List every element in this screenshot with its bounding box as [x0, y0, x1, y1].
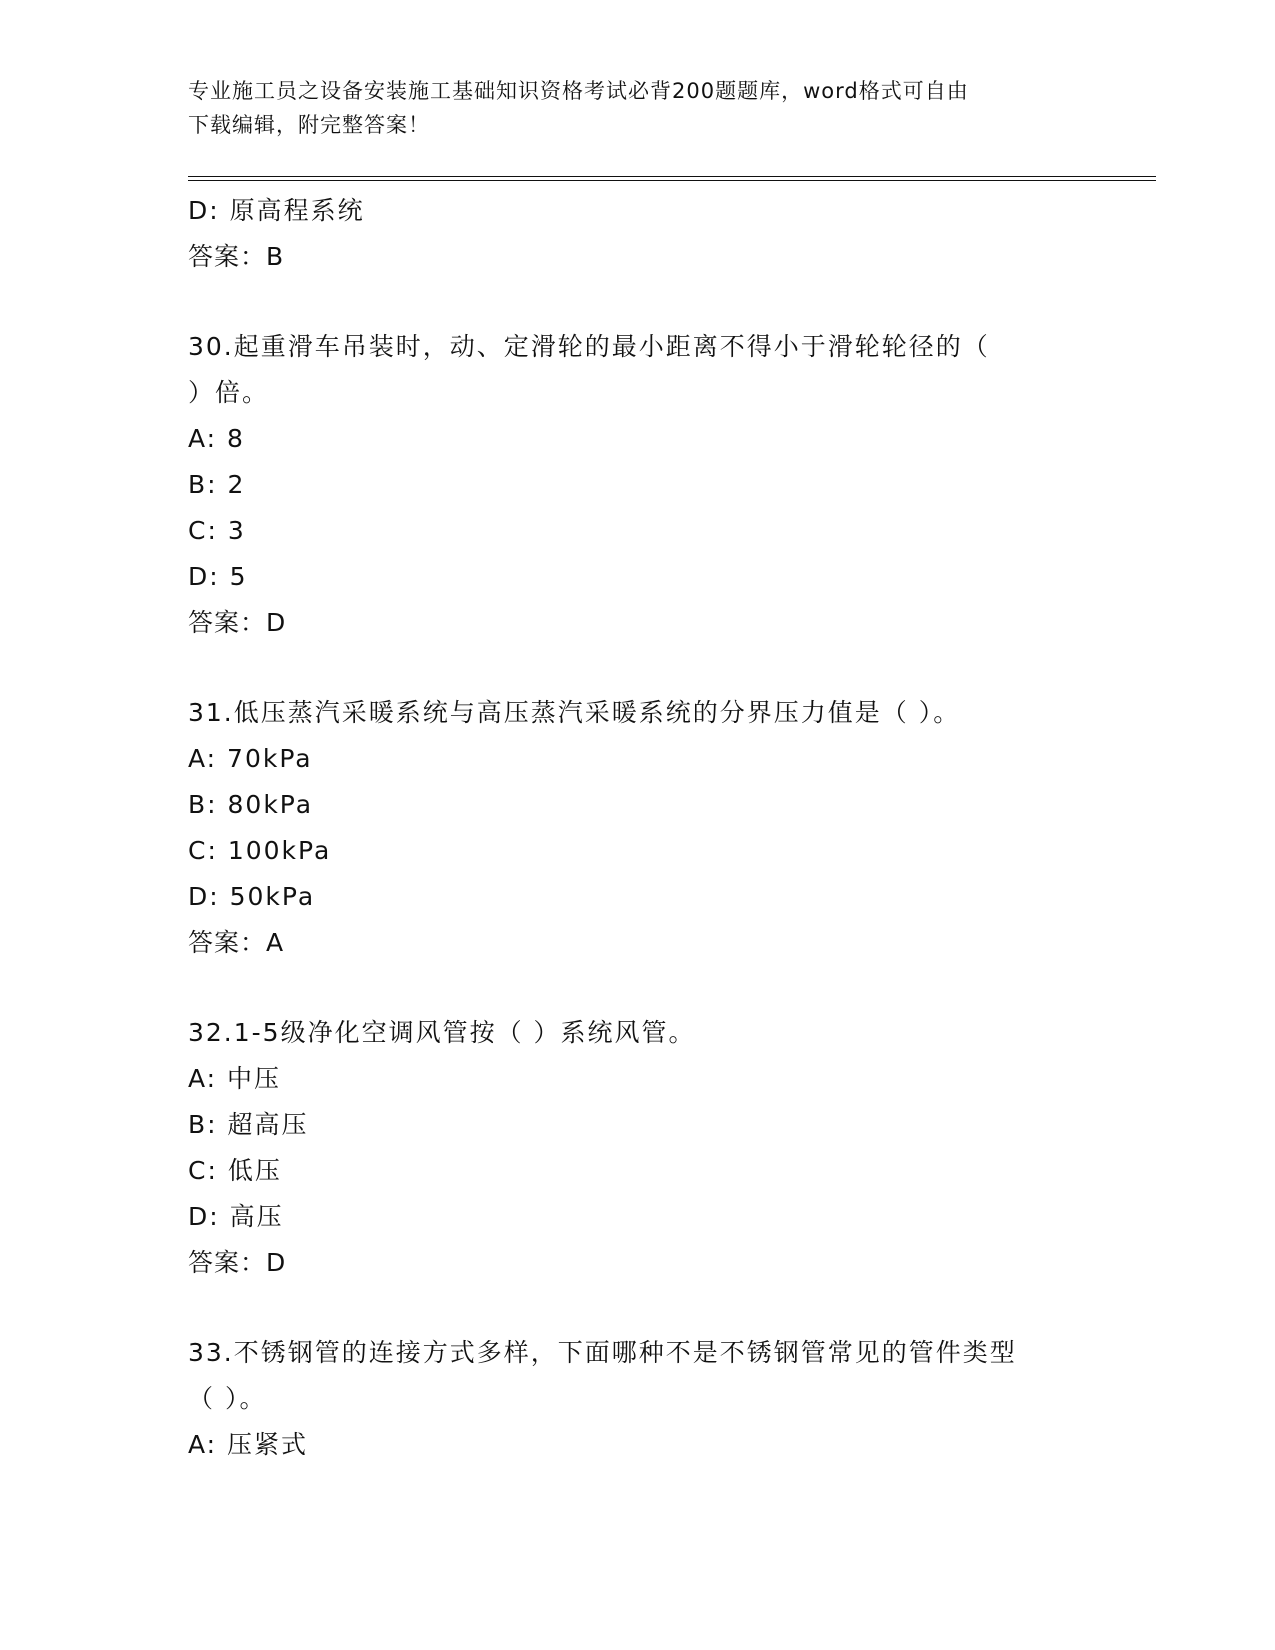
- document-header: [188, 74, 1068, 142]
- question-spacer: [188, 646, 1108, 690]
- q33-text-line-2: （ ）。: [188, 1384, 267, 1413]
- header-line-1: 专业施工员之设备安装施工基础知识资格考试必背200题题库，word格式可自由: [188, 79, 969, 103]
- q32-option-a: A: 中压: [188, 1064, 282, 1093]
- q32-option-c: C: 低压: [188, 1156, 282, 1185]
- q32-text-line-1: 32.1-5级净化空调风管按（ ）系统风管。: [188, 1018, 696, 1047]
- question-30: [188, 324, 1108, 646]
- q29-answer: 答案：B: [188, 242, 285, 271]
- q32-option-d: D: 高压: [188, 1202, 284, 1231]
- question-32: [188, 1010, 1108, 1286]
- question-33: [188, 1330, 1108, 1468]
- question-31: [188, 690, 1108, 966]
- q30-option-b: B: 2: [188, 470, 246, 499]
- header-double-rule: [188, 176, 1156, 181]
- q32-answer: 答案：D: [188, 1248, 287, 1277]
- q33-text-line-1: 33.不锈钢管的连接方式多样，下面哪种不是不锈钢管常见的管件类型: [188, 1338, 1017, 1367]
- q30-option-c: C: 3: [188, 516, 246, 545]
- question-spacer: [188, 1286, 1108, 1330]
- question-spacer: [188, 966, 1108, 1010]
- q30-text-line-2: ）倍。: [188, 378, 270, 407]
- q33-option-a: A: 压紧式: [188, 1430, 309, 1459]
- q30-text-line-1: 30.起重滑车吊装时，动、定滑轮的最小距离不得小于滑轮轮径的（: [188, 332, 990, 361]
- q30-option-a: A: 8: [188, 424, 245, 453]
- q31-text-line-1: 31.低压蒸汽采暖系统与高压蒸汽采暖系统的分界压力值是（ ）。: [188, 698, 961, 727]
- question-spacer: [188, 280, 1108, 324]
- q30-answer: 答案：D: [188, 608, 287, 637]
- q31-option-a: A: 70kPa: [188, 744, 313, 773]
- q31-option-d: D: 50kPa: [188, 882, 316, 911]
- header-line-2: 下载编辑，附完整答案！: [188, 113, 430, 137]
- q32-option-b: B: 超高压: [188, 1110, 309, 1139]
- q31-option-c: C: 100kPa: [188, 836, 332, 865]
- q29-option-d: D: 原高程系统: [188, 196, 365, 225]
- question-list: [188, 188, 1108, 1468]
- q31-option-b: B: 80kPa: [188, 790, 314, 819]
- q31-answer: 答案：A: [188, 928, 285, 957]
- q30-option-d: D: 5: [188, 562, 248, 591]
